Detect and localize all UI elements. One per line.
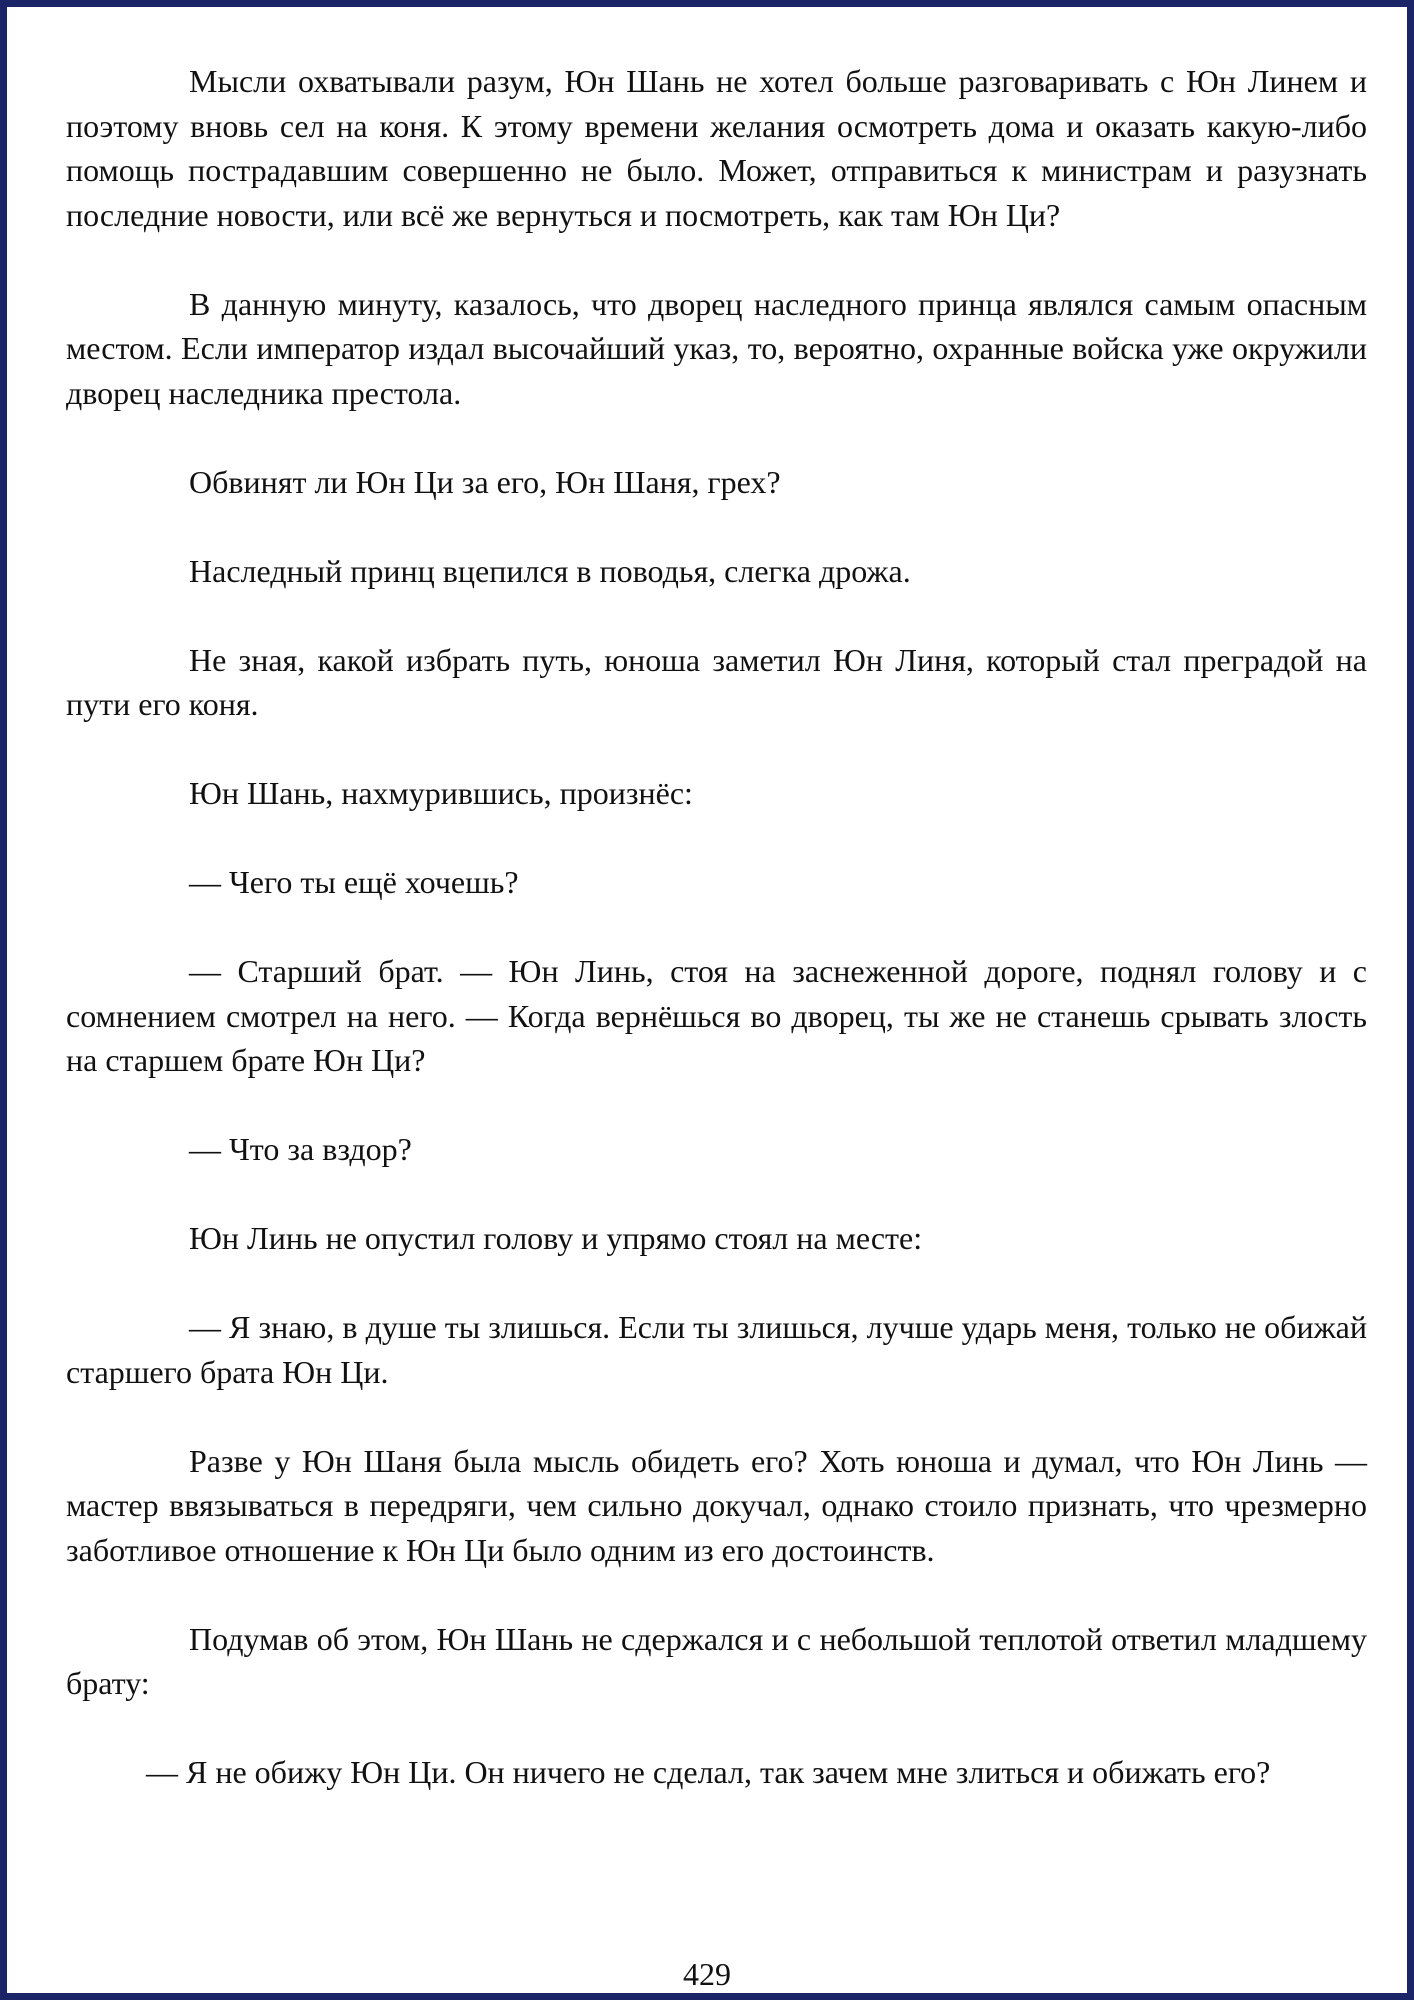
paragraph: Подумав об этом, Юн Шань не сдержался и с небольшой теплотой ответил младшему брату:: [66, 1620, 1367, 1701]
page-number: 429: [683, 1956, 731, 1992]
paragraph: Юн Линь не опустил голову и упрямо стоял на месте:: [189, 1220, 923, 1256]
dialogue-line: — Я знаю, в душе ты злишься. Если ты злишься, лучше ударь меня, только не обижай старшего брата Юн Ци.: [66, 1309, 1367, 1390]
paragraph: Обвинят ли Юн Ци за его, Юн Шаня, грех?: [189, 463, 781, 500]
paragraph: В данную минуту, казалось, что дворец наследного принца являлся самым опасным местом. Если император издал высочайший указ, то, вероятно, охранные войска уже окружили дворец наследника престола.: [66, 285, 1367, 411]
dialogue-line: — Я не обижу Юн Ци. Он ничего не сделал, так зачем мне злиться и обижать его?: [146, 1754, 1271, 1790]
dialogue-line: — Что за вздор?: [189, 1131, 412, 1167]
paragraph: Юн Шань, нахмурившись, произнёс:: [189, 775, 693, 811]
dialogue-line: — Старший брат. — Юн Линь, стоя на заснеженной дороге, поднял голову и с сомнением смотрел на него. — Когда вернёшься во дворец, ты же не станешь срывать злость на старшем брате Юн Ци?: [66, 953, 1367, 1078]
body-text: [66, 59, 1367, 1795]
dialogue-line: — Чего ты ещё хочешь?: [189, 864, 519, 900]
paragraph: Мысли охватывали разум, Юн Шань не хотел больше разговаривать с Юн Линем и поэтому вновь сел на коня. К этому времени желания осмотреть дома и оказать какую-либо помощь пострадавшим совершенно не было. Может, отправиться к министрам и разузнать последние новости, или всё же вернуться и посмотреть, как там Юн Ци?: [66, 63, 1367, 233]
paragraph: Не зная, какой избрать путь, юноша заметил Юн Линя, который стал преградой на пути его коня.: [66, 641, 1367, 722]
paragraph: Наследный принц вцепился в поводья, слегка дрожа.: [189, 552, 911, 589]
paragraph: Разве у Юн Шаня была мысль обидеть его? Хоть юноша и думал, что Юн Линь — мастер ввязываться в передряги, чем сильно докучал, однако стоило признать, что чрезмерно заботливое отношение к Юн Ци было одним из его достоинств.: [66, 1442, 1367, 1568]
